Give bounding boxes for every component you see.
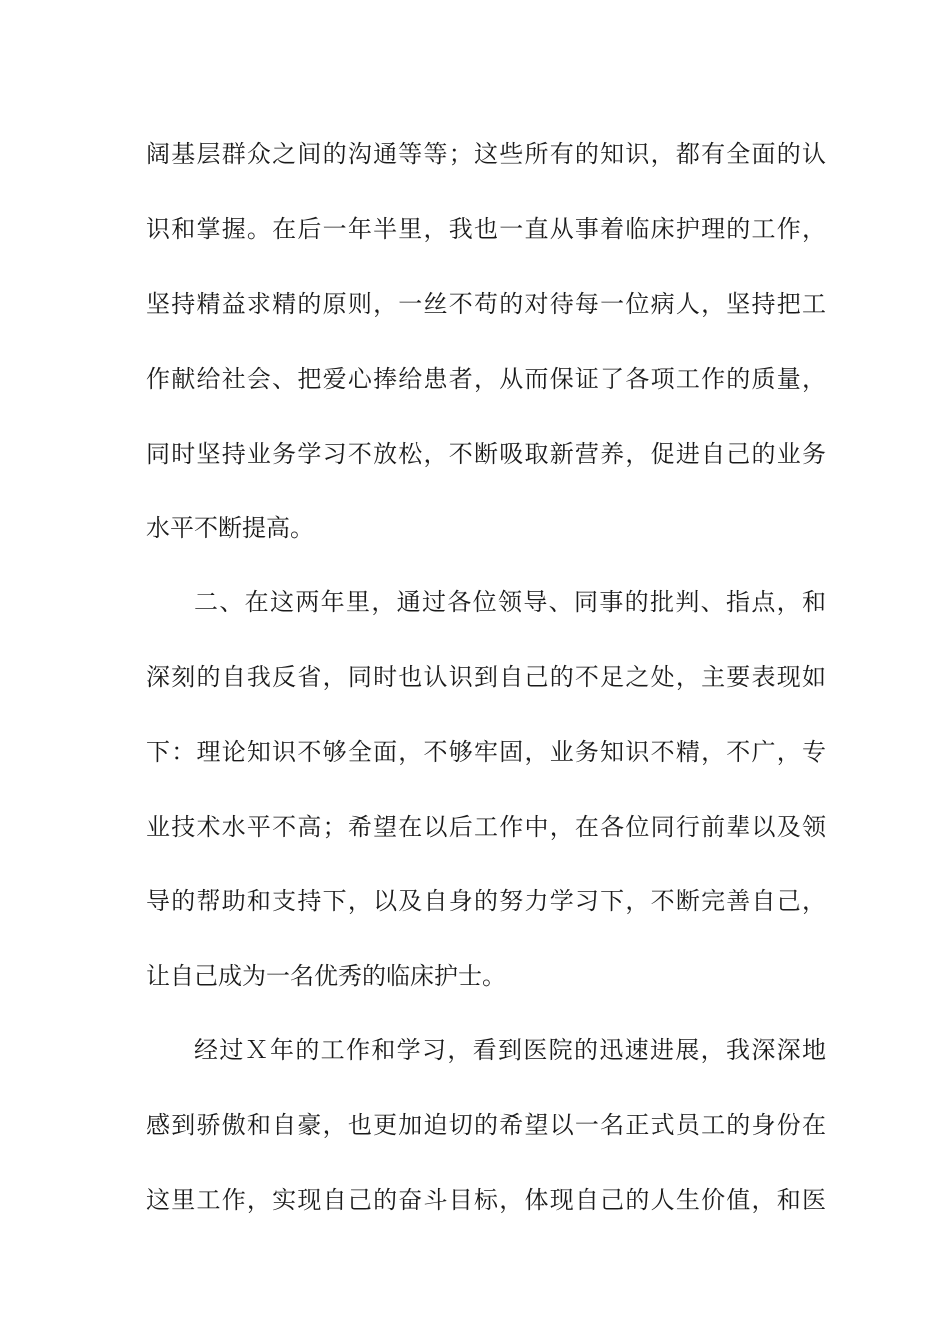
text-line: 下：理论知识不够全面，不够牢固，业务知识不精，不广，专 bbox=[146, 738, 826, 766]
text-line: 感到骄傲和自豪，也更加迫切的希望以一名正式员工的身份在 bbox=[146, 1111, 826, 1139]
text-line: 同时坚持业务学习不放松，不断吸取新营养，促进自己的业务 bbox=[146, 440, 826, 468]
text-line: 作献给社会、把爱心捧给患者，从而保证了各项工作的质量， bbox=[146, 365, 826, 393]
text-line: 让自己成为一名优秀的临床护士。 bbox=[146, 962, 506, 990]
text-line: 这里工作，实现自己的奋斗目标，体现自己的人生价值，和医 bbox=[146, 1186, 826, 1214]
paragraph-first-line: 二、在这两年里，通过各位领导、同事的批判、指点，和 bbox=[194, 588, 826, 616]
text-line: 阔基层群众之间的沟通等等；这些所有的知识，都有全面的认 bbox=[146, 140, 826, 168]
text-line: 识和掌握。在后一年半里，我也一直从事着临床护理的工作， bbox=[146, 215, 826, 243]
text-line: 业技术水平不高；希望在以后工作中，在各位同行前辈以及领 bbox=[146, 813, 826, 841]
text-line: 导的帮助和支持下，以及自身的努力学习下，不断完善自己， bbox=[146, 887, 826, 915]
text-line: 坚持精益求精的原则，一丝不苟的对待每一位病人，坚持把工 bbox=[146, 290, 826, 318]
text-line: 水平不断提高。 bbox=[146, 514, 314, 542]
text-line: 深刻的自我反省，同时也认识到自己的不足之处，主要表现如 bbox=[146, 663, 826, 691]
paragraph-first-line: 经过Ｘ年的工作和学习，看到医院的迅速进展，我深深地 bbox=[194, 1036, 826, 1064]
